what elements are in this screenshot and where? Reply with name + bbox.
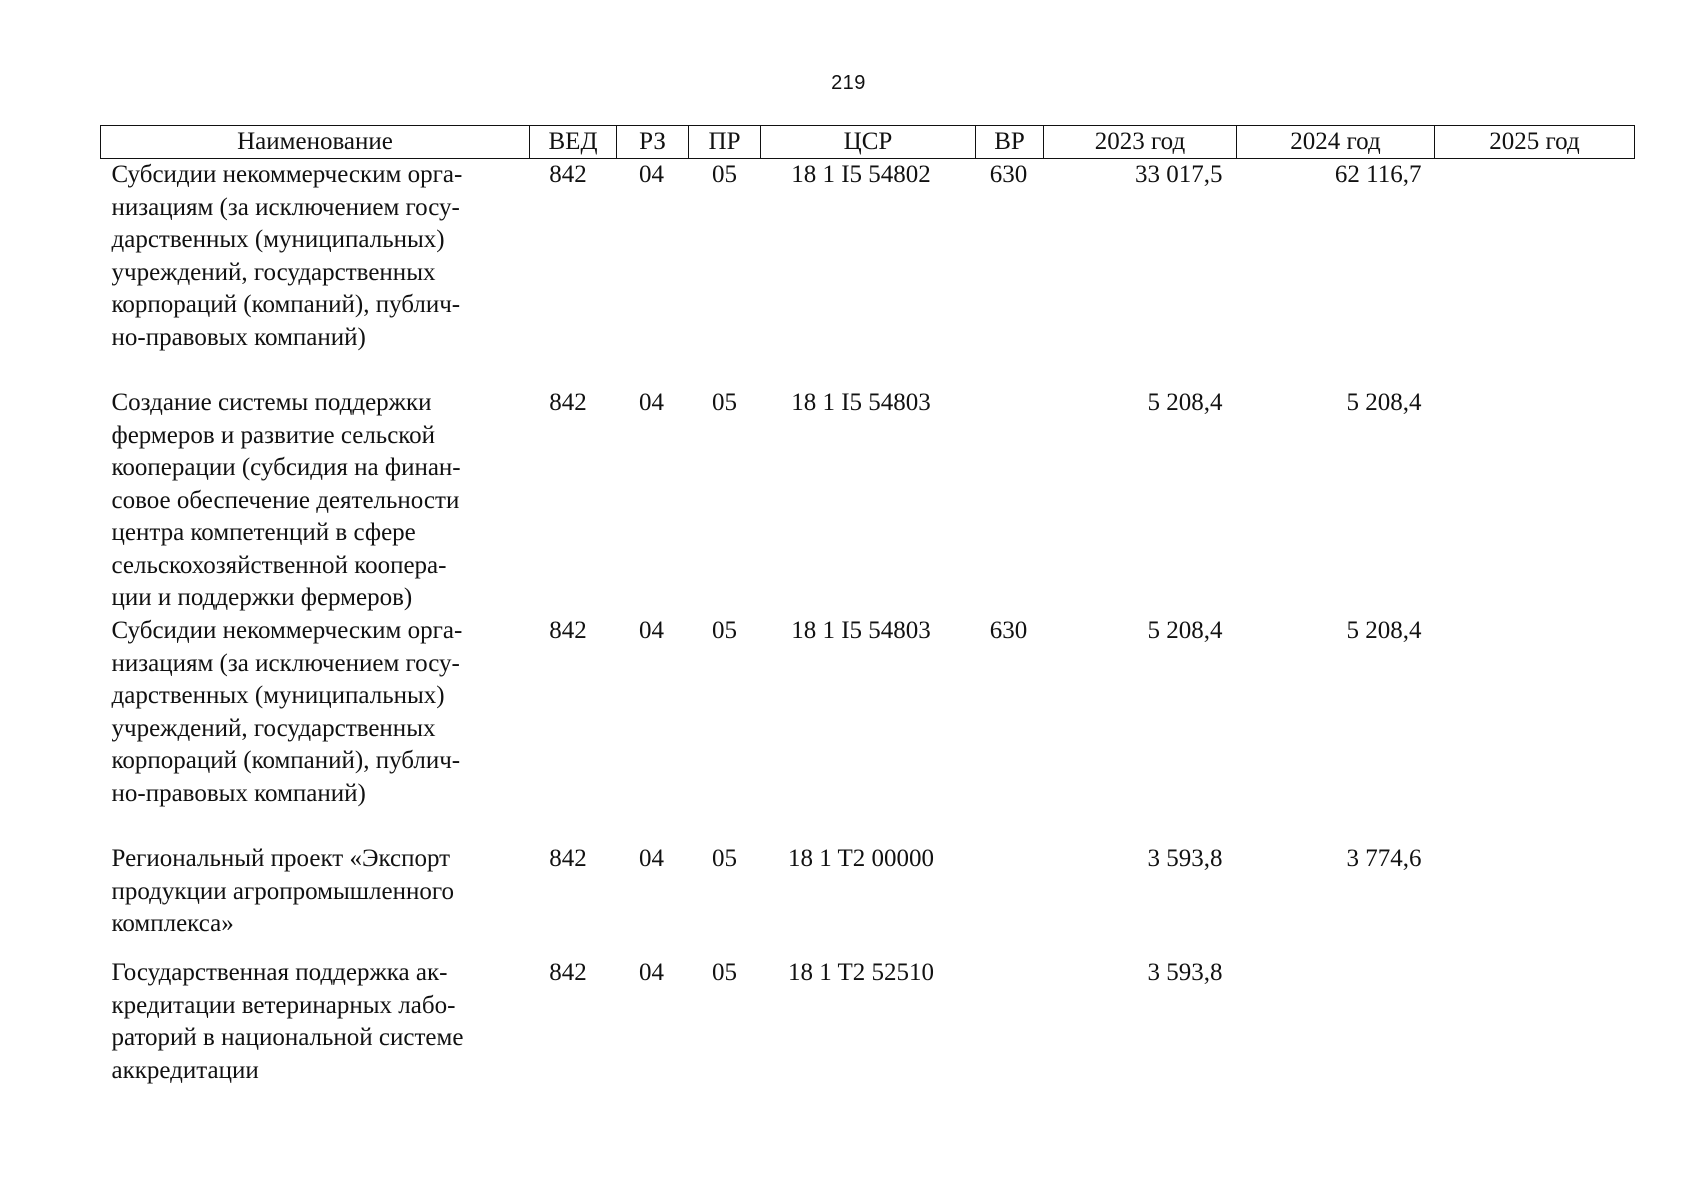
table-row [101,843,1635,957]
row-vr [976,387,1044,615]
table-row [101,957,1635,1087]
row-name-line: Субсидии некоммерческим орга- [111,161,463,188]
row-2023: 3 593,8 [1147,959,1223,986]
row-2024 [1237,957,1435,1087]
row-csr: 18 1 I5 54803 [791,389,931,416]
row-rz: 04 [639,959,664,986]
row-2024: 62 116,7 [1334,161,1422,188]
row-name-line: корпораций (компаний), публич- [111,291,461,318]
row-name-line: аккредитации [111,1056,259,1084]
row-name-line: Государственная поддержка ак- [111,959,448,986]
row-ved: 842 [549,959,587,986]
row-pr: 05 [712,845,737,872]
row-2023: 3 593,8 [1147,845,1223,872]
row-name-line: Субсидии некоммерческим орга- [111,617,463,644]
row-vr: 630 [989,617,1028,644]
row-csr: 18 1 I5 54802 [791,161,931,188]
header-2023: 2023 год [1044,126,1237,159]
table-row [101,159,1635,388]
row-pr: 05 [712,161,737,188]
row-2024: 3 774,6 [1346,845,1422,872]
row-name [101,159,530,388]
row-vr [976,957,1044,1087]
budget-table [100,125,1635,1087]
row-name-line: Создание системы поддержки [111,389,432,416]
row-vr: 630 [989,161,1028,188]
row-pr: 05 [712,959,737,986]
header-ved: ВЕД [530,126,617,159]
row-csr: 18 1 I5 54803 [791,617,931,644]
row-2025 [1435,387,1635,615]
row-name [101,387,530,615]
row-2025 [1435,843,1635,957]
row-rz: 04 [639,617,664,644]
row-2025 [1435,957,1635,1087]
row-name-line: центра компетенций в сфере [111,519,416,546]
row-name-line: но-правовых компаний) [111,779,366,807]
row-name-line: низациям (за исключением госу- [111,193,460,221]
row-pr: 05 [712,389,737,416]
row-ved: 842 [549,617,587,644]
header-csr: ЦСР [761,126,976,159]
row-rz: 04 [639,161,664,188]
row-name [101,957,530,1087]
table-header [101,126,1635,159]
row-name-line: учреждений, государственных [111,714,436,742]
table-row [101,387,1635,615]
row-name-line: совое обеспечение деятельности [111,486,460,514]
row-name-line: ции и поддержки фермеров) [111,584,413,611]
row-name-line: кооперации (субсидия на финан- [111,454,461,481]
header-2025: 2025 год [1435,126,1635,159]
header-rz: РЗ [617,126,689,159]
row-ved: 842 [549,389,587,416]
page-number: 219 [831,72,866,94]
row-name-line: дарственных (муниципальных) [111,226,445,253]
row-ved: 842 [549,161,587,188]
row-2023: 33 017,5 [1135,161,1223,188]
row-csr: 18 1 T2 52510 [787,959,935,986]
row-name-line: Региональный проект «Экспорт [111,845,451,872]
row-2025 [1435,159,1635,388]
table-row [101,615,1635,843]
row-pr: 05 [712,617,737,644]
row-name-line: корпораций (компаний), публич- [111,747,461,774]
row-name [101,615,530,843]
row-2024: 5 208,4 [1346,617,1422,644]
row-name-line: сельскохозяйственной коопера- [111,551,447,579]
row-vr [976,843,1044,957]
row-2023: 5 208,4 [1147,617,1223,644]
row-ved: 842 [549,845,587,872]
header-2024: 2024 год [1237,126,1435,159]
header-pr: ПР [689,126,761,159]
header-name: Наименование [101,126,530,159]
row-name [101,843,530,957]
row-2024: 5 208,4 [1346,389,1422,416]
row-name-line: раторий в национальной системе [111,1024,464,1051]
row-name-line: низациям (за исключением госу- [111,649,460,677]
row-csr: 18 1 T2 00000 [787,845,935,872]
row-name-line: фермеров и развитие сельской [111,421,436,449]
row-2023: 5 208,4 [1147,389,1223,416]
row-name-line: учреждений, государственных [111,258,436,286]
row-name-line: продукции агропромышленного [111,877,454,905]
row-2025 [1435,615,1635,843]
header-vr: ВР [976,126,1044,159]
row-rz: 04 [639,389,664,416]
row-name-line: комплекса» [111,910,234,937]
row-rz: 04 [639,845,664,872]
row-name-line: дарственных (муниципальных) [111,682,445,709]
row-name-line: но-правовых компаний) [111,323,366,351]
row-name-line: кредитации ветеринарных лабо- [111,991,456,1019]
